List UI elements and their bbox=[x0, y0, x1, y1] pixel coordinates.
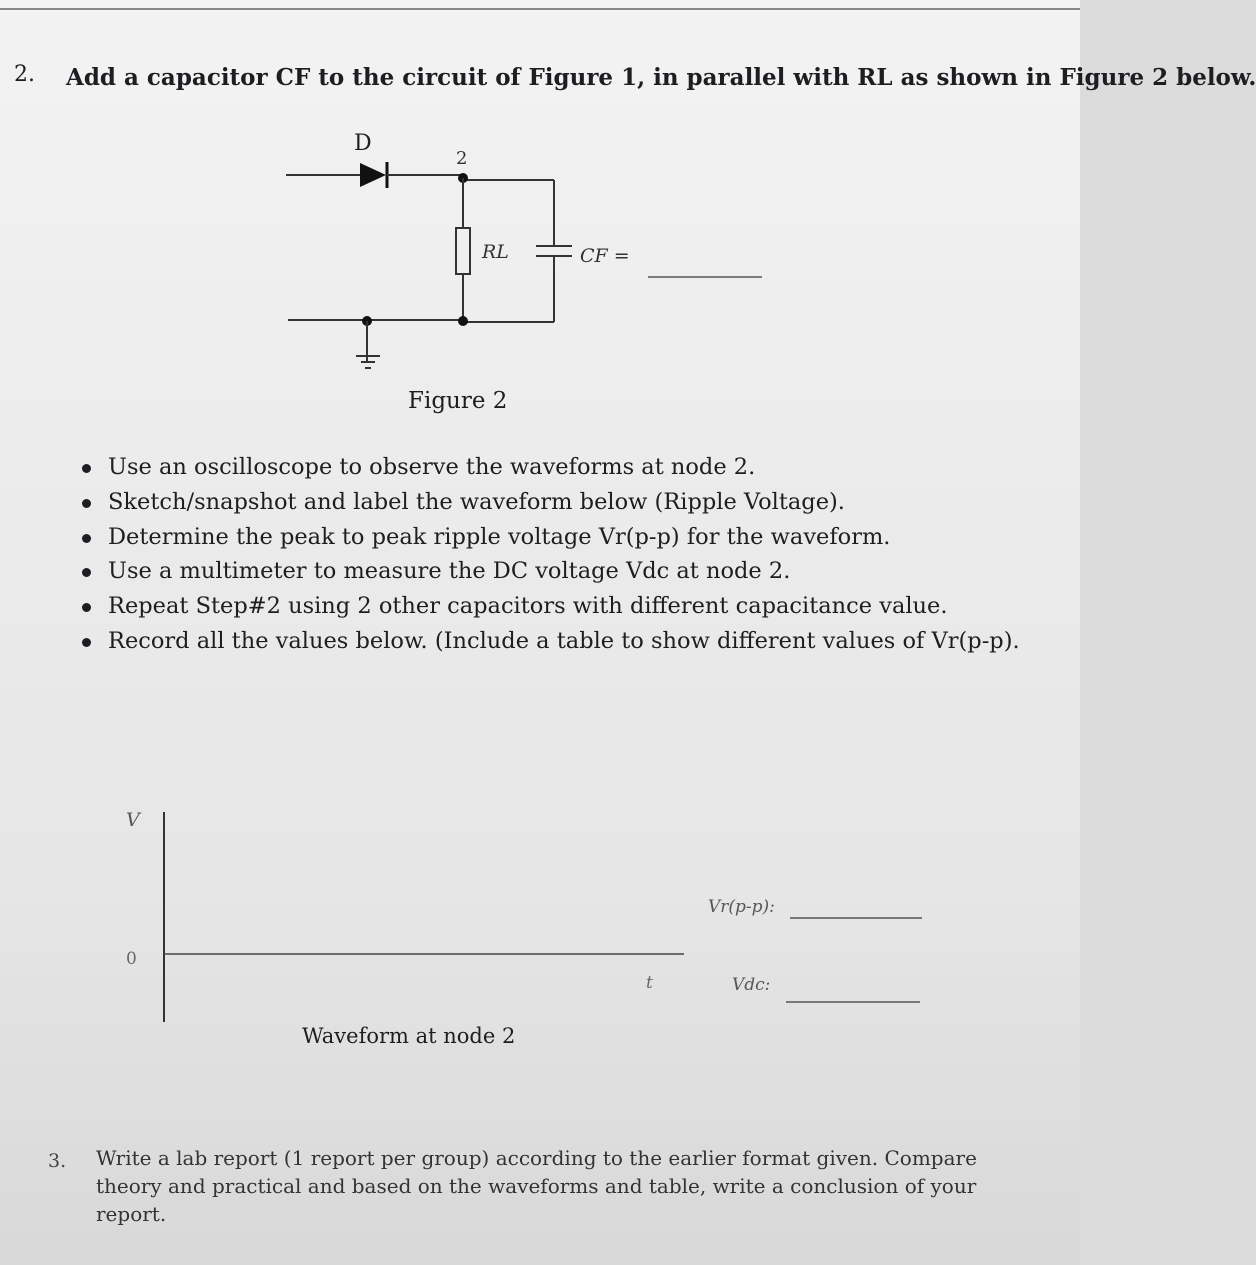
task-item: Determine the peak to peak ripple voltage Vr(p-p) for the waveform. bbox=[80, 520, 1020, 555]
figure-caption: Figure 2 bbox=[408, 388, 508, 414]
vdc-label: Vdc: bbox=[732, 975, 771, 995]
x-axis-label: t bbox=[646, 973, 653, 993]
question-3-text: Write a lab report (1 report per group) according to the earlier format given. Compare theory and practical and based on the waveforms and table, write a conclusion of your report. bbox=[96, 1146, 977, 1226]
ground-icon bbox=[356, 321, 380, 368]
resistor-label: RL bbox=[482, 241, 509, 263]
question-2-number: 2. bbox=[14, 62, 35, 87]
question-3-number: 3. bbox=[48, 1150, 67, 1172]
task-item: Record all the values below. (Include a table to show different values of Vr(p-p). bbox=[80, 624, 1020, 659]
task-list bbox=[80, 450, 1020, 659]
task-item: Use an oscilloscope to observe the waveforms at node 2. bbox=[80, 450, 1020, 485]
diode-symbol bbox=[360, 162, 387, 188]
zero-label: 0 bbox=[126, 949, 137, 969]
waveform-caption: Waveform at node 2 bbox=[302, 1024, 516, 1048]
diode-label: D bbox=[354, 131, 372, 156]
y-axis-label: V bbox=[126, 809, 140, 831]
capacitor-label: CF = bbox=[580, 245, 630, 267]
task-item: Use a multimeter to measure the DC voltage Vdc at node 2. bbox=[80, 554, 1020, 589]
bottom-node-dot bbox=[458, 316, 468, 326]
question-2-text: Add a capacitor CF to the circuit of Figure 1, in parallel with RL as shown in Figure 2 below. bbox=[66, 64, 1256, 91]
task-item: Sketch/snapshot and label the waveform below (Ripple Voltage). bbox=[80, 485, 1020, 520]
waveform-graph bbox=[110, 800, 940, 1030]
top-rule bbox=[0, 8, 1080, 10]
circuit-diagram bbox=[270, 120, 790, 385]
resistor-symbol bbox=[456, 228, 470, 274]
vr-label: Vr(p-p): bbox=[708, 897, 775, 917]
node-label: 2 bbox=[456, 148, 468, 169]
task-item: Repeat Step#2 using 2 other capacitors with different capacitance value. bbox=[80, 589, 1020, 624]
